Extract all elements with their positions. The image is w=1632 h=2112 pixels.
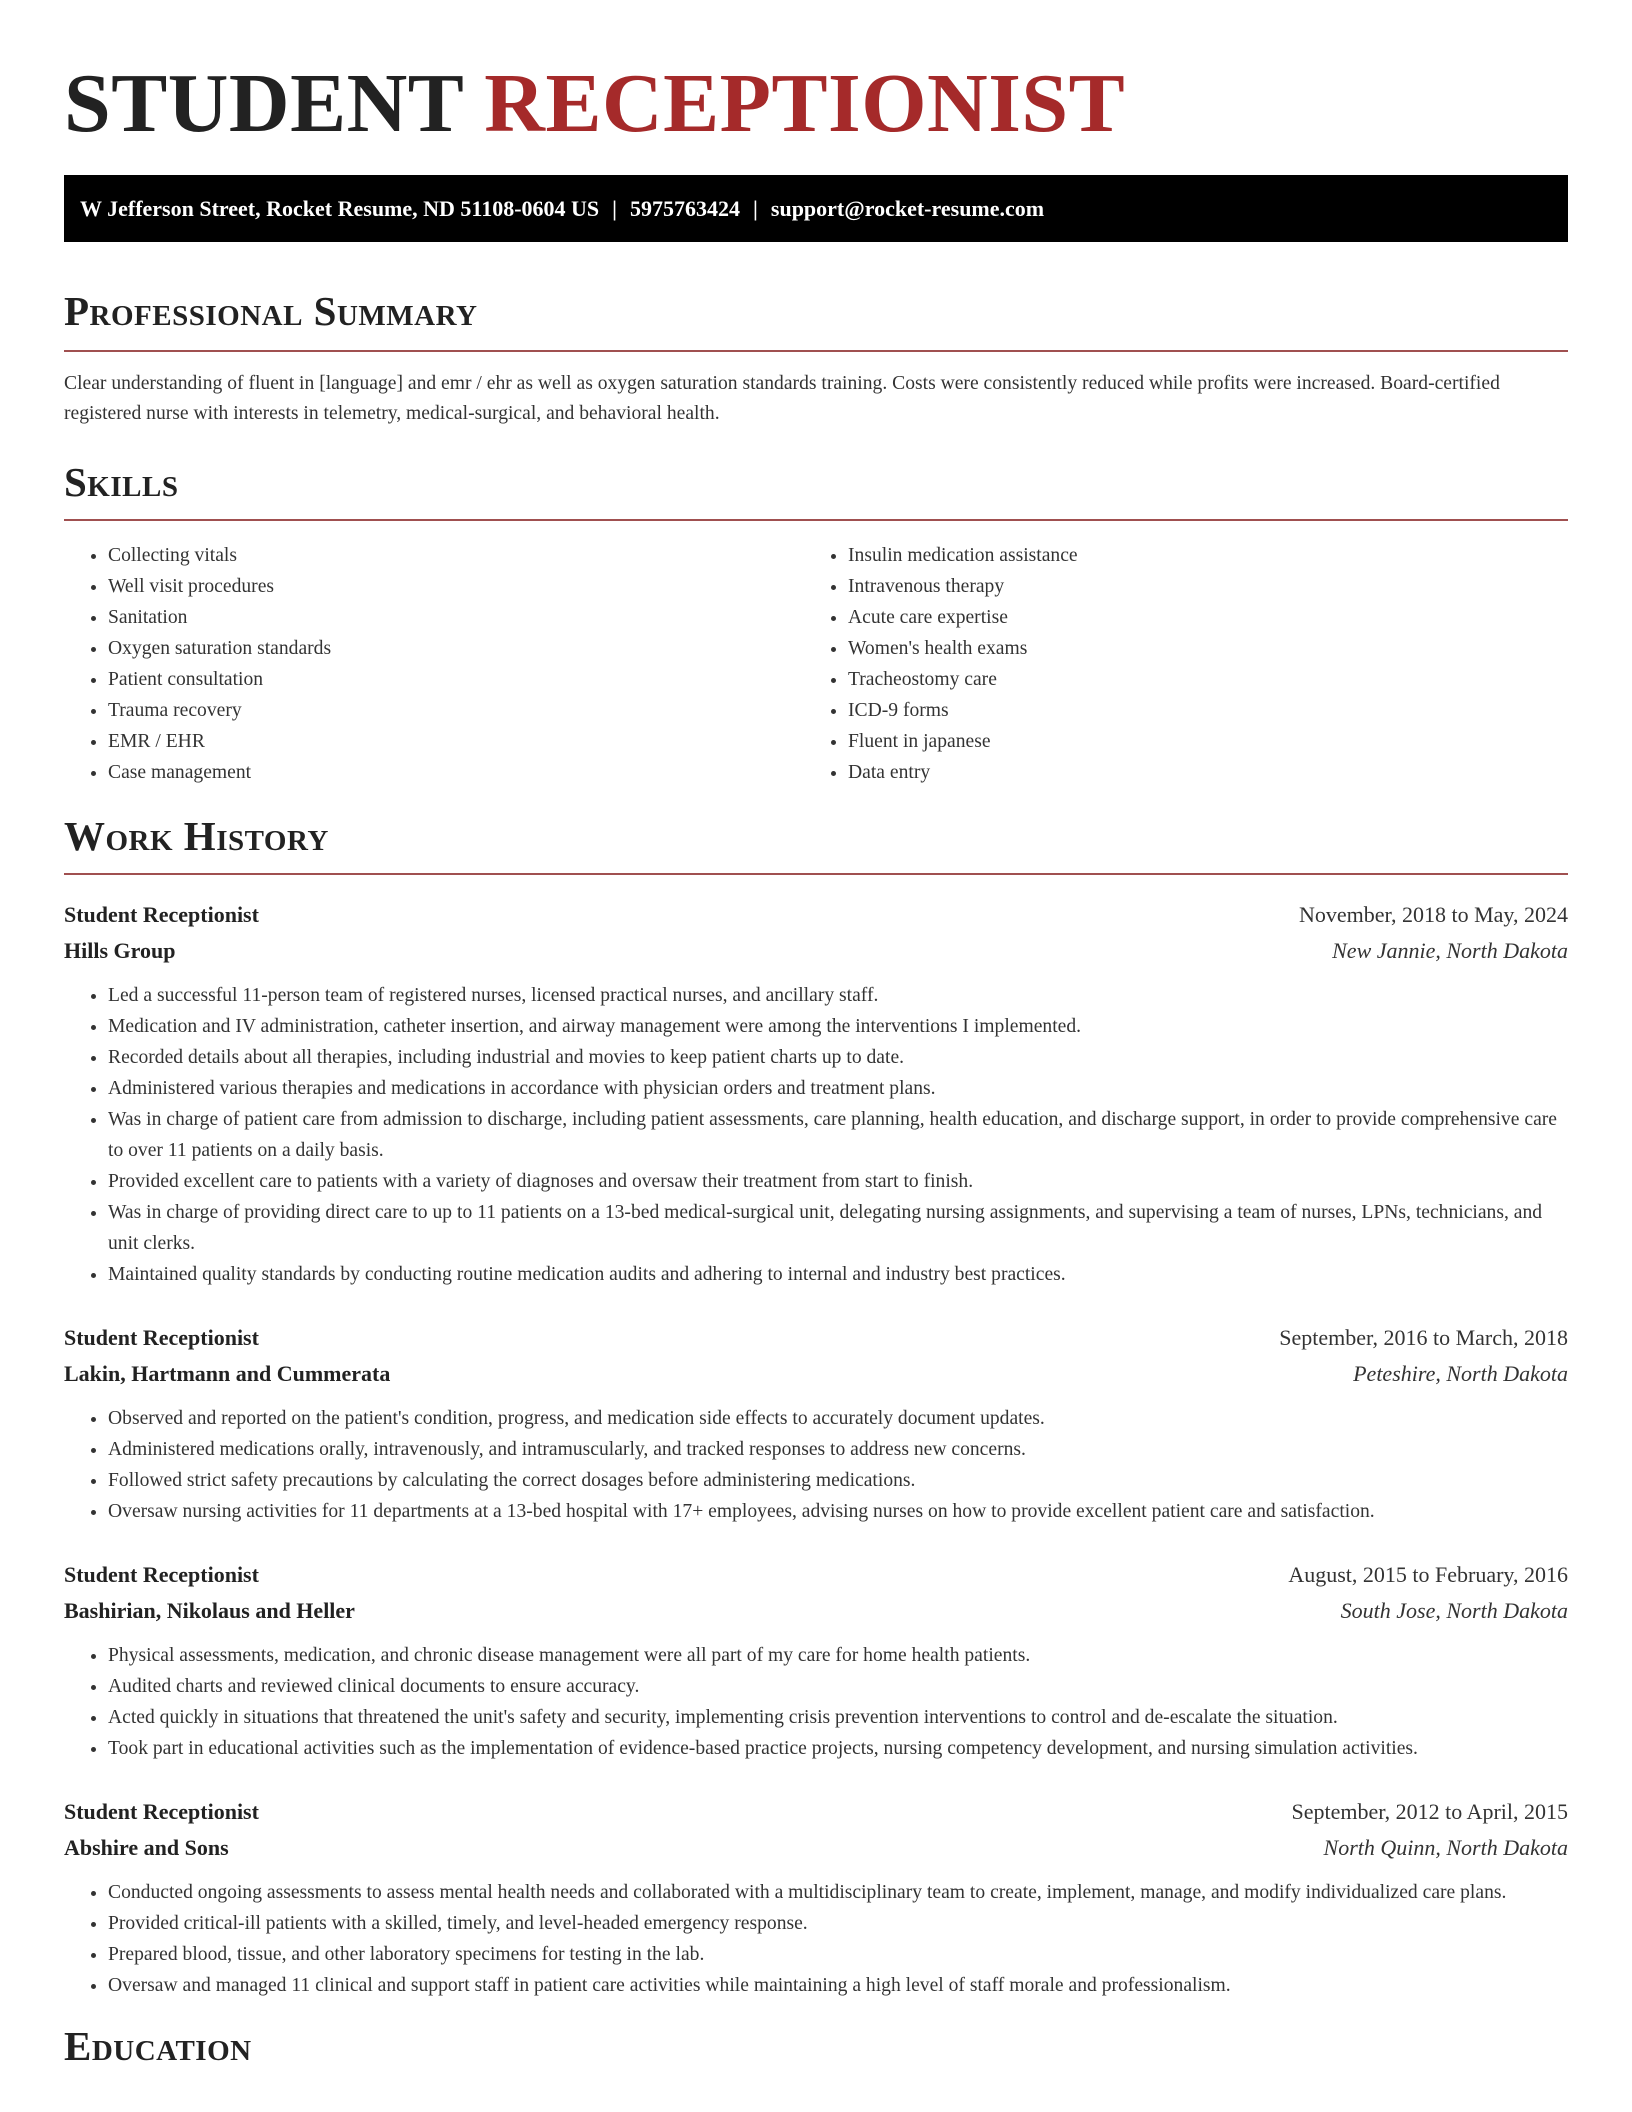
- job-header-row: [64, 1794, 1568, 1830]
- section-divider: [64, 873, 1568, 875]
- skill-item: • Tracheostomy care: [848, 664, 1544, 695]
- job-title: Student Receptionist: [64, 902, 259, 927]
- skill-item: • Acute care expertise: [848, 602, 1544, 633]
- resume-content: [64, 0, 1568, 2071]
- job-bullet: • Recorded details about all therapies, including industrial and movies to keep patient charts up to date.: [108, 1042, 1568, 1073]
- job-title: Student Receptionist: [64, 1562, 259, 1587]
- skills-list: [64, 540, 1568, 788]
- job-bullet: • Oversaw nursing activities for 11 departments at a 13-bed hospital with 17+ employees, advising nurses on how to provide excellent patient care and satisfaction.: [108, 1496, 1568, 1527]
- skill-item: • Case management: [108, 757, 804, 788]
- job-company-row: [64, 1830, 1568, 1866]
- contact-phone[interactable]: 5975763424: [630, 196, 741, 221]
- job-entry: [64, 897, 1568, 1290]
- skill-item: • Women's health exams: [848, 633, 1544, 664]
- job-bullets: [64, 980, 1568, 1290]
- job-entry: [64, 1320, 1568, 1527]
- summary-text: Clear understanding of fluent in [language] and emr / ehr as well as oxygen saturation standards training. Costs were consistently reduced while profits were increased. Board-certified registered nurse with interests in telemetry, medical-surgical, and behavioral health.: [64, 373, 1500, 424]
- job-bullet: • Maintained quality standards by conducting routine medication audits and adhering to internal and industry best practices.: [108, 1259, 1568, 1290]
- job-entry: [64, 1557, 1568, 1764]
- skill-item: • EMR / EHR: [108, 726, 804, 757]
- job-company: Bashirian, Nikolaus and Heller: [64, 1598, 355, 1623]
- job-entry: [64, 1794, 1568, 2001]
- contact-separator: |: [753, 196, 758, 221]
- skill-item: • ICD-9 forms: [848, 695, 1544, 726]
- job-bullet: • Took part in educational activities such as the implementation of evidence-based practice projects, nursing competency development, and nursing simulation activities.: [108, 1733, 1568, 1764]
- job-bullet: • Provided excellent care to patients with a variety of diagnoses and oversaw their treatment from start to finish.: [108, 1166, 1568, 1197]
- job-bullet: • Was in charge of providing direct care to up to 11 patients on a 13-bed medical-surgical unit, delegating nursing assignments, and supervising a team of nurses, LPNs, technicians, and unit clerks.: [108, 1197, 1568, 1259]
- skill-item: • Intravenous therapy: [848, 571, 1544, 602]
- skill-item: • Data entry: [848, 757, 1544, 788]
- skill-item: • Fluent in japanese: [848, 726, 1544, 757]
- job-location: North Quinn, North Dakota: [1323, 1835, 1568, 1860]
- job-bullet: • Physical assessments, medication, and chronic disease management were all part of my care for home health patients.: [108, 1640, 1568, 1671]
- job-bullet: • Observed and reported on the patient's condition, progress, and medication side effects to accurately document updates.: [108, 1403, 1568, 1434]
- job-header-row: [64, 1557, 1568, 1593]
- section-divider: [64, 519, 1568, 521]
- job-title: Student Receptionist: [64, 1799, 259, 1824]
- job-bullets: [64, 1403, 1568, 1527]
- job-bullets: [64, 1877, 1568, 2001]
- skills-heading: Skills: [64, 459, 179, 505]
- skills-column-right: [804, 540, 1544, 788]
- job-bullet: • Provided critical-ill patients with a skilled, timely, and level-headed emergency response.: [108, 1908, 1568, 1939]
- job-company: Lakin, Hartmann and Cummerata: [64, 1361, 391, 1386]
- job-bullet: • Administered various therapies and medications in accordance with physician orders and treatment plans.: [108, 1073, 1568, 1104]
- job-company-row: [64, 1356, 1568, 1392]
- job-location: New Jannie, North Dakota: [1332, 938, 1568, 963]
- contact-address: W Jefferson Street, Rocket Resume, ND 51108-0604 US: [80, 196, 600, 221]
- skill-item: • Well visit procedures: [108, 571, 804, 602]
- job-dates: November, 2018 to May, 2024: [1299, 902, 1568, 927]
- skill-item: • Collecting vitals: [108, 540, 804, 571]
- job-dates: September, 2016 to March, 2018: [1279, 1325, 1568, 1350]
- work-history-heading: Work History: [64, 813, 329, 859]
- last-name: RECEPTIONIST: [484, 57, 1126, 150]
- first-name: STUDENT: [64, 57, 463, 150]
- job-location: Peteshire, North Dakota: [1353, 1361, 1568, 1386]
- job-dates: August, 2015 to February, 2016: [1288, 1562, 1568, 1587]
- job-bullet: • Led a successful 11-person team of registered nurses, licensed practical nurses, and ancillary staff.: [108, 980, 1568, 1011]
- skill-item: • Insulin medication assistance: [848, 540, 1544, 571]
- job-bullet: • Was in charge of patient care from admission to discharge, including patient assessments, care planning, health education, and discharge support, in order to provide comprehensive care to over 11 patients on a daily basis.: [108, 1104, 1568, 1166]
- job-header-row: [64, 897, 1568, 933]
- resume-name: [64, 58, 1568, 150]
- job-bullet: • Prepared blood, tissue, and other laboratory specimens for testing in the lab.: [108, 1939, 1568, 1970]
- summary-heading: Professional Summary: [64, 288, 478, 334]
- contact-email[interactable]: support@rocket-resume.com: [770, 196, 1045, 221]
- skills-column-left: [64, 540, 804, 788]
- section-divider: [64, 350, 1568, 352]
- job-company: Abshire and Sons: [64, 1835, 229, 1860]
- contact-separator: |: [612, 196, 618, 221]
- job-bullet: • Administered medications orally, intravenously, and intramuscularly, and tracked responses to address new concerns.: [108, 1434, 1568, 1465]
- job-company: Hills Group: [64, 938, 176, 963]
- job-bullet: • Audited charts and reviewed clinical documents to ensure accuracy.: [108, 1671, 1568, 1702]
- skill-item: • Trauma recovery: [108, 695, 804, 726]
- job-location: South Jose, North Dakota: [1340, 1598, 1568, 1623]
- job-bullet: • Acted quickly in situations that threatened the unit's safety and security, implementing crisis prevention interventions to control and de-escalate the situation.: [108, 1702, 1568, 1733]
- skill-item: • Sanitation: [108, 602, 804, 633]
- job-bullet: • Medication and IV administration, catheter insertion, and airway management were among the interventions I implemented.: [108, 1011, 1568, 1042]
- skill-item: • Patient consultation: [108, 664, 804, 695]
- job-dates: September, 2012 to April, 2015: [1291, 1799, 1568, 1824]
- job-bullets: [64, 1640, 1568, 1764]
- job-header-row: [64, 1320, 1568, 1356]
- job-company-row: [64, 933, 1568, 969]
- job-bullet: • Conducted ongoing assessments to assess mental health needs and collaborated with a multidisciplinary team to create, implement, manage, and modify individualized care plans.: [108, 1877, 1568, 1908]
- job-title: Student Receptionist: [64, 1325, 259, 1350]
- job-bullet: • Followed strict safety precautions by calculating the correct dosages before administering medications.: [108, 1465, 1568, 1496]
- education-heading: Education: [64, 2023, 252, 2069]
- contact-bar: [64, 175, 1568, 242]
- skill-item: • Oxygen saturation standards: [108, 633, 804, 664]
- job-company-row: [64, 1593, 1568, 1629]
- job-bullet: • Oversaw and managed 11 clinical and support staff in patient care activities while maintaining a high level of staff morale and professionalism.: [108, 1970, 1568, 2001]
